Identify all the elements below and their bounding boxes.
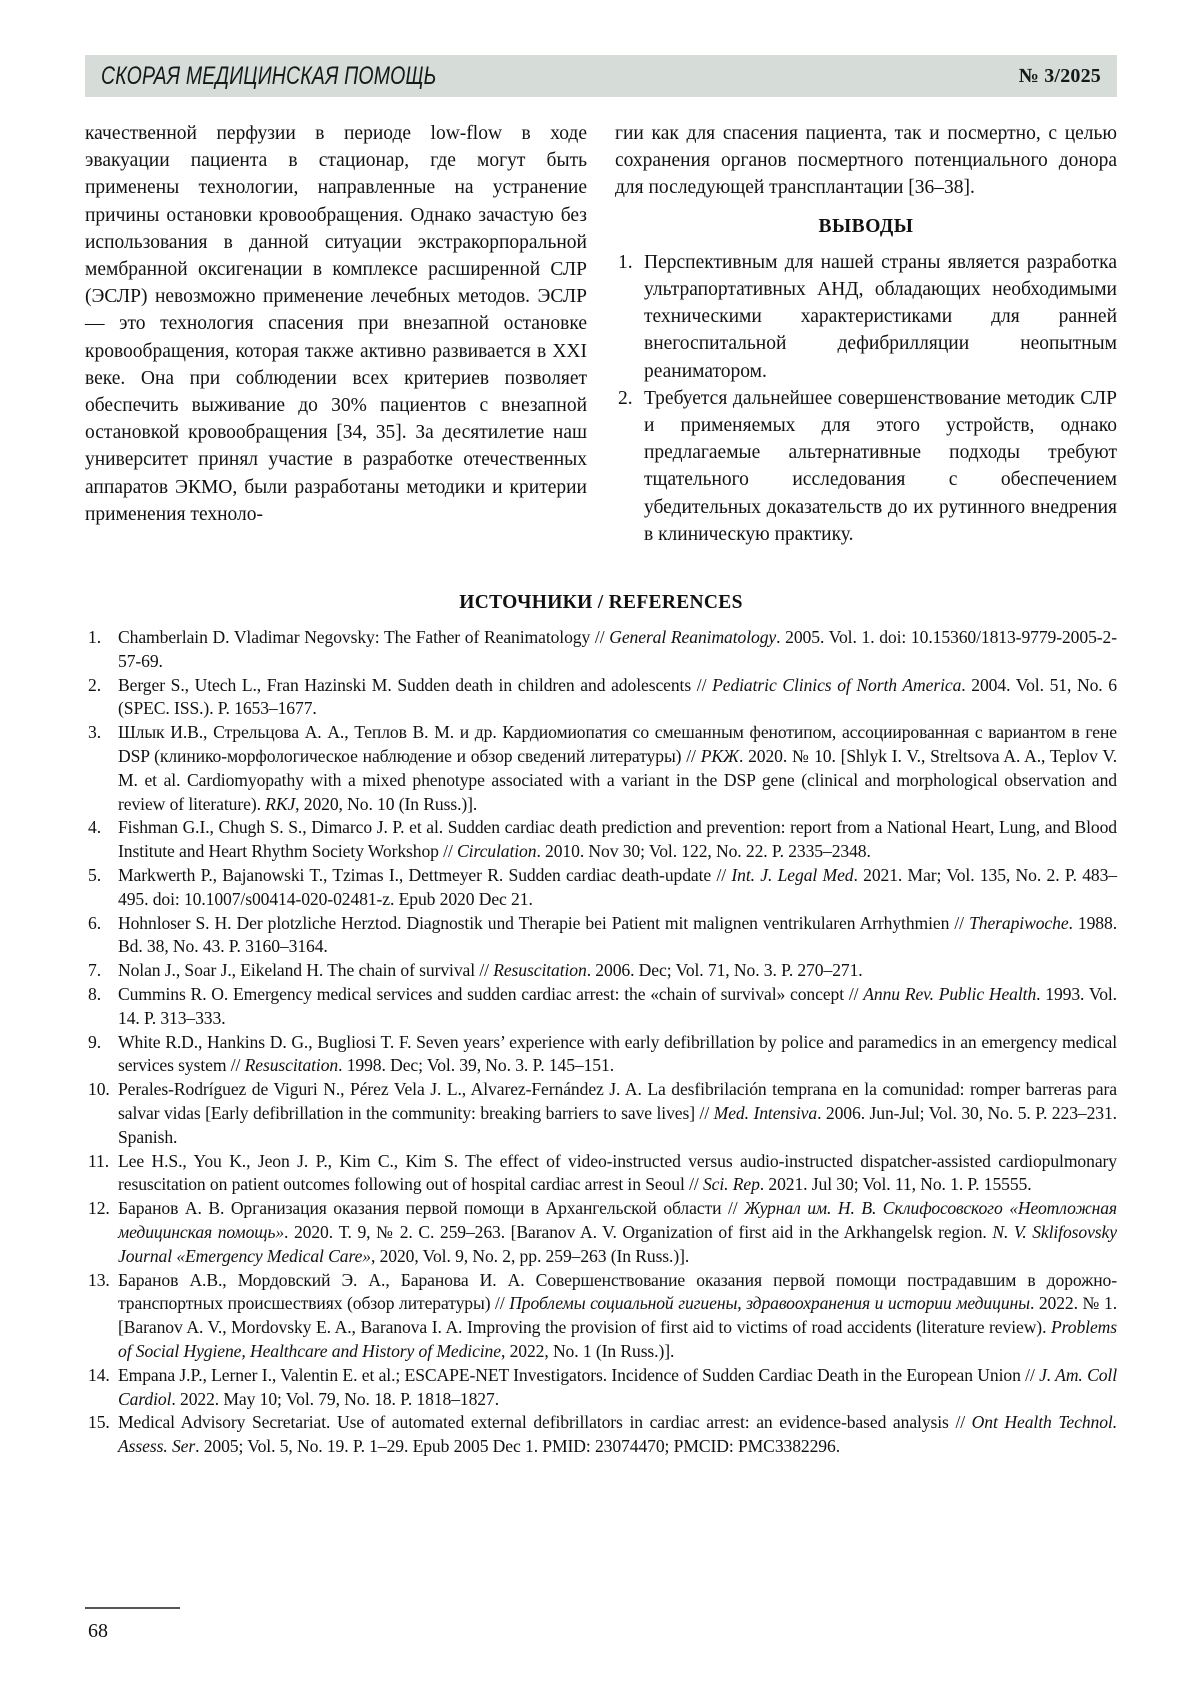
issue-number: № 3/2025 (1018, 64, 1101, 87)
left-column (85, 120, 587, 548)
reference-item-number: 11. (88, 1150, 110, 1171)
reference-item-text: Medical Advisory Secretariat. Use of automated external defibrillators in cardiac arrest: an evidence-based analysis // Ont Health Technol. Assess. Ser. 2005; Vol. 5, No. 19. P. 1–29. Epub 2005 Dec 1. PMID: 23074470; PMCID: PMC3382296. (118, 1412, 1117, 1457)
reference-item-text: White R.D., Hankins D. G., Bugliosi T. F. Seven years’ experience with early defibrillation by police and paramedics in an emergency medical services system // Resuscitation. 1998. Dec; Vol. 39, No. 3. P. 145–151. (118, 1031, 1117, 1076)
reference-list (85, 626, 1117, 1459)
reference-item-number: 3. (88, 722, 101, 743)
article-body (85, 120, 1117, 548)
conclusion-item-number: 2. (618, 387, 633, 409)
conclusions-heading: ВЫВОДЫ (818, 215, 914, 237)
reference-item-text: Berger S., Utech L., Fran Hazinski M. Sudden death in children and adolescents // Pediatric Clinics of North America. 2004. Vol. 51, No. 6 (SPEC. ISS.). P. 1653–1677. (118, 674, 1117, 719)
reference-item-number: 4. (88, 817, 101, 838)
reference-item (85, 983, 1117, 1031)
reference-item (85, 1197, 1117, 1268)
reference-item (85, 1031, 1117, 1079)
reference-item (85, 816, 1117, 864)
page-number: 68 (88, 1620, 108, 1642)
reference-item-number: 1. (88, 627, 101, 647)
reference-item-text: Markwerth P., Bajanowski T., Tzimas I., Dettmeyer R. Sudden cardiac death-update // Int. J. Legal Med. 2021. Mar; Vol. 135, No. 2. P. 483–495. doi: 10.1007/s00414-020-02481-z. Epub 2020 Dec 21. (118, 864, 1117, 909)
reference-item-text: Nolan J., Soar J., Eikeland H. The chain of survival // Resuscitation. 2006. Dec; Vol. 71, No. 3. P. 270–271. (118, 960, 863, 981)
body-text-right: гии как для спасения пациента, так и посмертно, с целью сохранения органов посмертного потенциального донора для последующей трансплантации [36–38]. (615, 123, 1117, 199)
reference-item (85, 912, 1117, 960)
reference-item (85, 1150, 1117, 1198)
reference-item-number: 14. (88, 1364, 110, 1385)
reference-item-number: 9. (88, 1031, 101, 1052)
reference-item-text: Шлык И.В., Стрельцова А. А., Теплов В. М. и др. Кардиомиопатия со смешанным фенотипом, ассоциированная с вариантом в гене DSP (клинико-морфологическое наблюдение и обзор сведений литературы) // РКЖ. 2020. № 10. [Shlyk I. V., Streltsova A. A., Teplov V. M. et al. Cardiomyopathy with a mixed phenotype associated with a variant in the DSP gene (clinical and morphological observation and review of literature). RKJ, 2020, No. 10 (In Russ.)]. (118, 722, 1118, 814)
reference-item-number: 13. (88, 1269, 110, 1290)
footer-divider (85, 1607, 180, 1609)
reference-item-text: Perales-Rodríguez de Viguri N., Pérez Vela J. L., Alvarez-Fernández J. A. La desfibrilación temprana en la comunidad: romper barreras para salvar vidas [Early defibrillation in the community: breaking barriers to save lives] // Med. Intensiva. 2006. Jun-Jul; Vol. 30, No. 5. P. 223–231. Spanish. (118, 1079, 1117, 1147)
reference-item-text: Fishman G.I., Chugh S. S., Dimarco J. P. et al. Sudden cardiac death prediction and prevention: report from a National Heart, Lung, and Blood Institute and Heart Rhythm Society Workshop // Circulation. 2010. Nov 30; Vol. 122, No. 22. P. 2335–2348. (118, 817, 1117, 862)
references-section (85, 592, 1117, 1459)
reference-item-text: Hohnloser S. H. Der plotzliche Herztod. Diagnostik und Therapie bei Patient mit malignen ventrikularen Arrhythmien // Therapiwoche. 1988. Bd. 38, No. 43. P. 3160–3164. (118, 912, 1117, 957)
reference-item-text: Chamberlain D. Vladimar Negovsky: The Father of Reanimatology // General Reanimatology. 2005. Vol. 1. doi: 10.15360/1813-9779-2005-2-57-69. (118, 627, 1117, 671)
journal-title: СКОРАЯ МЕДИЦИНСКАЯ ПОМОЩЬ (101, 61, 437, 90)
reference-item (85, 674, 1117, 722)
reference-item (85, 864, 1117, 912)
body-text-left: качественной перфузии в периоде low-flow в ходе эвакуации пациента в стационар, где могут быть применены технологии, направленные на устранение причины остановки кровообращения. Однако зачастую без использования в данной ситуации экстракорпоральной мембранной оксигенации в комплексе расширенной СЛР (ЭСЛР) невозможно применение лечебных методов. ЭСЛР — это технология спасения при внезапной остановке кровообращения, которая также активно развивается в XXI веке. Она при соблюдении всех критериев позволяет обеспечить выживание до 30% пациентов с внезапной остановкой кровообращения [34, 35]. За десятилетие наш университет принял участие в разработке отечественных аппаратов ЭКМО, были разработаны методики и критерии применения техноло- (85, 123, 587, 525)
reference-item-number: 5. (88, 864, 101, 885)
reference-item-number: 10. (88, 1079, 110, 1100)
reference-item-text: Empana J.P., Lerner I., Valentin E. et al.; ESCAPE-NET Investigators. Incidence of Sudden Cardiac Death in the European Union // J. Am. Coll Cardiol. 2022. May 10; Vol. 79, No. 18. P. 1818–1827. (118, 1364, 1117, 1409)
conclusion-item-number: 1. (618, 251, 633, 273)
reference-item-number: 2. (88, 674, 101, 695)
reference-item-text: Lee H.S., You K., Jeon J. P., Kim C., Kim S. The effect of video-instructed versus audio-instructed dispatcher-assisted cardiopulmonary resuscitation on patient outcomes following out of hospital cardiac arrest in Seoul // Sci. Rep. 2021. Jul 30; Vol. 11, No. 1. P. 15555. (118, 1150, 1117, 1195)
reference-item (85, 1078, 1117, 1149)
reference-item-number: 6. (88, 912, 101, 933)
reference-item (85, 959, 1117, 983)
references-heading: ИСТОЧНИКИ / REFERENCES (459, 592, 743, 613)
reference-item (85, 721, 1117, 816)
reference-item (85, 1364, 1117, 1412)
reference-item-text: Баранов А.В., Мордовский Э. А., Баранова И. А. Совершенствование оказания первой помощи пострадавшим в дорожно-транспортных происшествиях (обзор литературы) // Проблемы социальной гигиены, здравоохранения и истории медицины. 2022. № 1. [Baranov A. V., Mordovsky E. A., Baranova I. A. Improving the provision of first aid to victims of road accidents (literature review). Problems of Social Hygiene, Healthcare and History of Medicine, 2022, No. 1 (In Russ.)]. (118, 1269, 1117, 1361)
reference-item-number: 8. (88, 983, 101, 1004)
reference-item (85, 1411, 1117, 1459)
reference-item-text: Баранов А. В. Организация оказания первой помощи в Архангельской области // Журнал им. Н. В. Склифосовского «Неотложная медицинская помощь». 2020. Т. 9, № 2. С. 259–263. [Baranov A. V. Organization of first aid in the Arkhangelsk region. N. V. Sklifosovsky Journal «Emergency Medical Care», 2020, Vol. 9, No. 2, pp. 259–263 (In Russ.)]. (118, 1198, 1117, 1266)
reference-item (85, 626, 1117, 674)
reference-item (85, 1269, 1117, 1364)
reference-item-number: 15. (88, 1412, 110, 1433)
reference-item-number: 7. (88, 960, 101, 981)
reference-item-number: 12. (88, 1198, 110, 1219)
conclusion-item (615, 385, 1117, 548)
conclusions-list (615, 249, 1117, 548)
reference-item-text: Cummins R. O. Emergency medical services and sudden cardiac arrest: the «chain of survival» concept // Annu Rev. Public Health. 1993. Vol. 14. P. 313–333. (118, 983, 1117, 1028)
conclusion-item-text: Перспективным для нашей страны является разработка ультрапортативных АНД, обладающих необходимыми техническими характеристиками для ранней внегоспитальной дефибрилляции неопытным реаниматором. (644, 251, 1117, 382)
right-column (615, 120, 1117, 548)
conclusion-item (615, 249, 1117, 385)
page-header-bar (85, 55, 1117, 97)
conclusion-item-text: Требуется дальнейшее совершенствование методик СЛР и применяемых для этого устройств, однако предлагаемые альтернативные подходы требуют тщательного исследования с обеспечением убедительных доказательств до их рутинного внедрения в клиническую практику. (644, 387, 1117, 545)
